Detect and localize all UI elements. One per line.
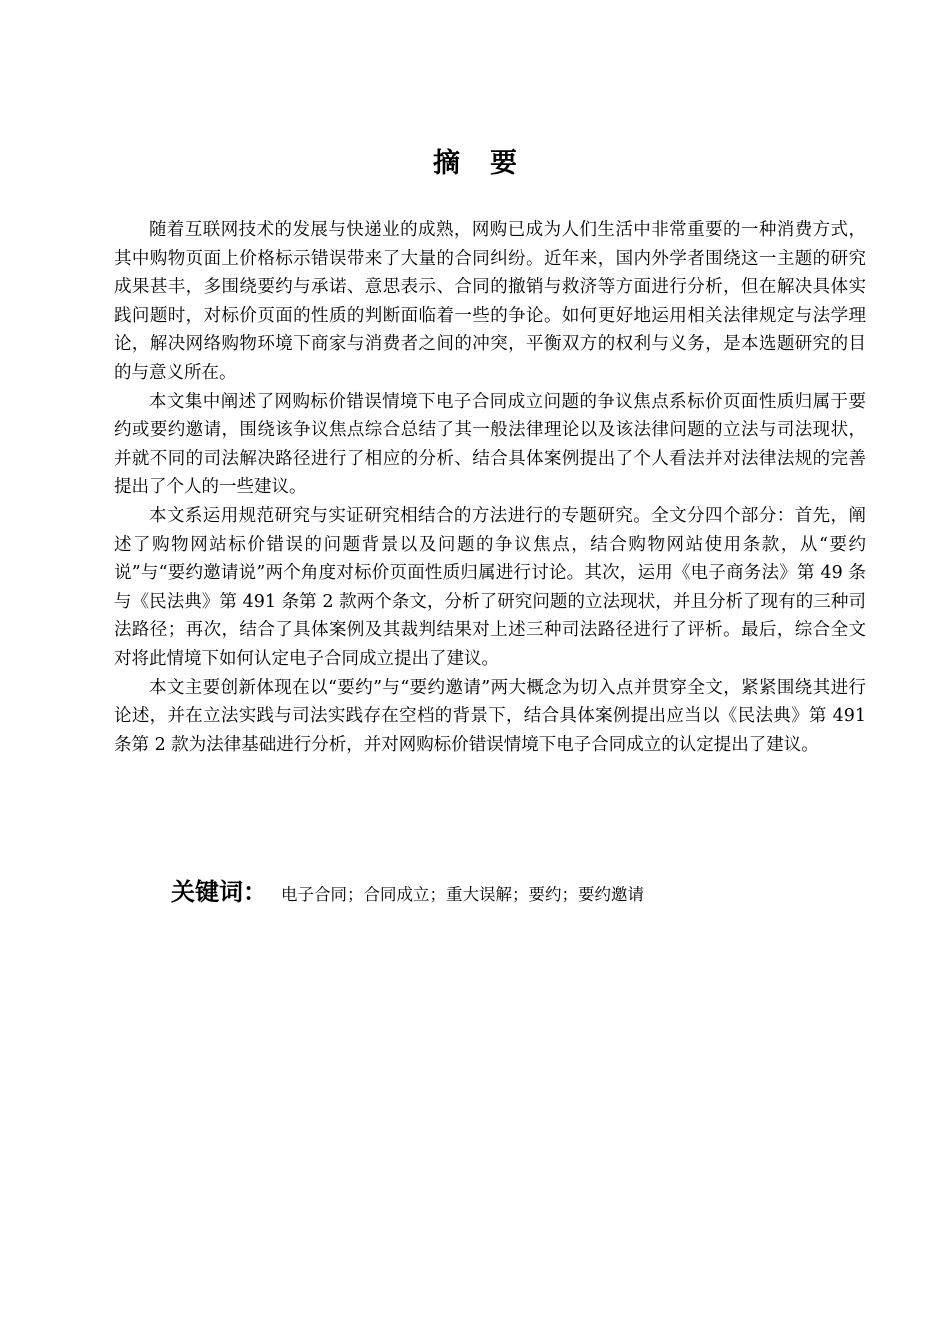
abstract-body [114,216,866,759]
keywords-label: 关键词： [171,878,267,906]
keywords-list: 电子合同；合同成立；重大误解；要约；要约邀请 [281,885,644,904]
abstract-paragraph-3: 本文系运用规范研究与实证研究相结合的方法进行的专题研究。全文分四个部分：首先，阐述了购物网站标价错误的问题背景以及问题的争议焦点，结合购物网站使用条款，从“要约说”与“要约邀请说”两个角度对标价页面性质归属进行讨论。其次，运用《电子商务法》第 49 条与《民法典》第 491 条第 2 款两个条文，分析了研究问题的立法现状，并且分析了现有的三种司法路径；再次，结合了具体案例及其裁判结果对上述三种司法路径进行了评析。最后，综合全文对将此情境下如何认定电子合同成立提出了建议。 [114,505,866,669]
abstract-paragraph-2: 本文集中阐述了网购标价错误情境下电子合同成立问题的争议焦点系标价页面性质归属于要约或要约邀请，围绕该争议焦点综合总结了其一般法律理论以及该法律问题的立法与司法现状，并就不同的司法解决路径进行了相应的分析、结合具体案例提出了个人看法并对法律法规的完善提出了个人的一些建议。 [114,391,866,498]
abstract-paragraph-1: 随着互联网技术的发展与快递业的成熟，网购已成为人们生活中非常重要的一种消费方式，其中购物页面上价格标示错误带来了大量的合同纠纷。近年来，国内外学者围绕这一主题的研究成果甚丰，多围绕要约与承诺、意思表示、合同的撤销与救济等方面进行分析，但在解决具体实践问题时，对标价页面的性质的判断面临着一些的争论。如何更好地运用相关法律规定与法学理论，解决网络购物环境下商家与消费者之间的冲突，平衡双方的权利与义务，是本选题研究的目的与意义所在。 [114,220,866,383]
keywords-line [171,872,851,907]
abstract-title: 摘要 [433,148,547,179]
abstract-paragraph-4: 本文主要创新体现在以“要约”与“要约邀请”两大概念为切入点并贯穿全文，紧紧围绕其进行论述，并在立法实践与司法实践存在空档的背景下，结合具体案例提出应当以《民法典》第 491 条第 2 款为法律基础进行分析，并对网购标价错误情境下电子合同成立的认定提出了建议。 [114,677,866,755]
